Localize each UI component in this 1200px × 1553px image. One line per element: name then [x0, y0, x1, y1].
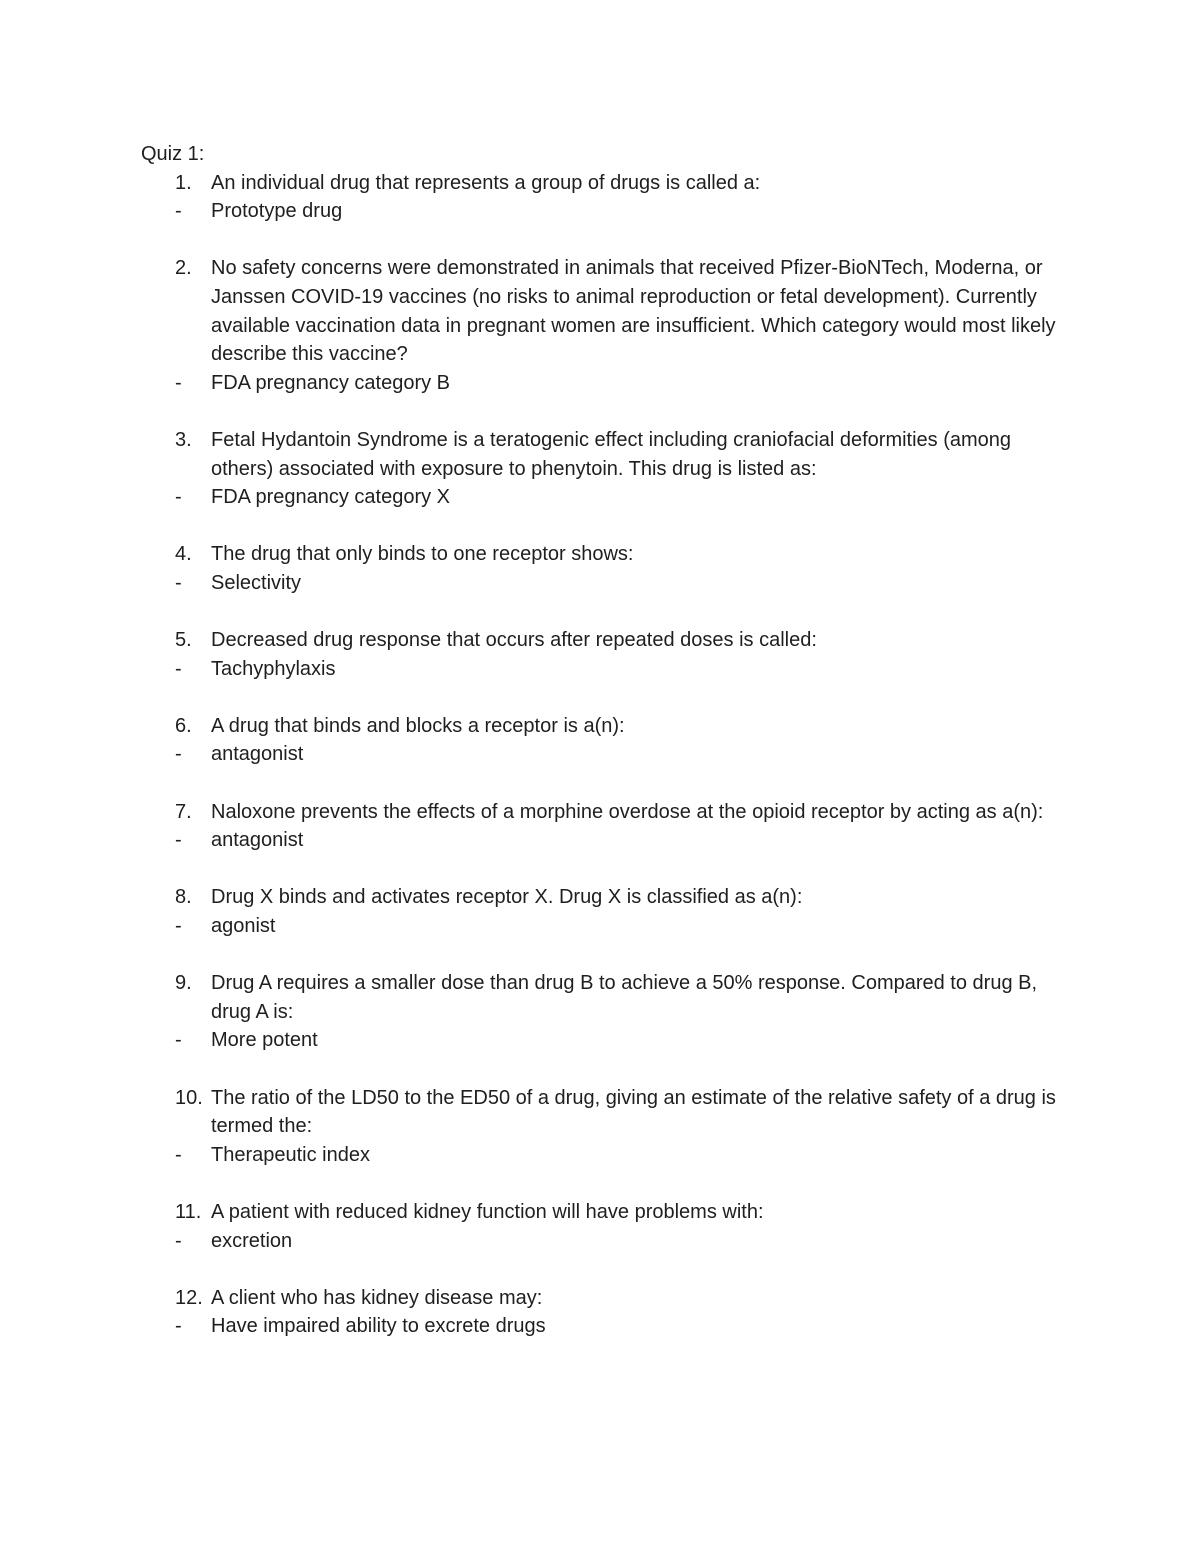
answer-text: Selectivity	[211, 571, 302, 594]
answer-text: Have impaired ability to excrete drugs	[211, 1315, 546, 1338]
quiz-title: Quiz 1:	[141, 143, 205, 165]
answer-row	[141, 483, 1071, 512]
question-item	[141, 254, 1071, 397]
question-text: Drug X binds and activates receptor X. Drug X is classified as a(n):	[211, 886, 803, 909]
question-number: 3.	[175, 428, 192, 451]
answer-text: FDA pregnancy category B	[211, 371, 451, 394]
answer-row	[141, 369, 1071, 398]
question-number: 2.	[175, 257, 192, 280]
question-number: 1.	[175, 171, 192, 194]
answer-row	[141, 197, 1071, 226]
question-row	[141, 1198, 1071, 1227]
question-item	[141, 540, 1071, 597]
answer-bullet: -	[175, 200, 182, 223]
question-text: Drug A requires a smaller dose than drug B to achieve a 50% response. Compared to drug B, drug A is:	[211, 972, 1038, 1023]
question-text: Decreased drug response that occurs after repeated doses is called:	[211, 629, 817, 652]
question-item	[141, 426, 1071, 512]
document-page	[141, 140, 1071, 1370]
answer-row	[141, 1312, 1071, 1341]
question-number: 8.	[175, 886, 192, 909]
question-number: 4.	[175, 543, 192, 566]
answer-bullet: -	[175, 829, 182, 852]
answer-row	[141, 655, 1071, 684]
question-row	[141, 254, 1071, 368]
question-row	[141, 1284, 1071, 1313]
question-row	[141, 969, 1071, 1026]
answer-bullet: -	[175, 1229, 182, 1252]
question-text: Fetal Hydantoin Syndrome is a teratogenic effect including craniofacial deformities (among others) associated with exposure to phenytoin. This drug is listed as:	[211, 428, 1012, 480]
answer-row	[141, 740, 1071, 769]
question-item	[141, 969, 1071, 1055]
question-text: No safety concerns were demonstrated in animals that received Pfizer-BioNTech, Moderna, or Janssen COVID-19 vaccines (no risks to animal reproduction or fetal development). Currently available vaccination data in pregnant women are insufficient. Which category would most likely describe this vaccine?	[211, 257, 1056, 366]
question-text: Naloxone prevents the effects of a morphine overdose at the opioid receptor by acting as a(n):	[211, 800, 1044, 823]
question-number: 9.	[175, 972, 192, 995]
question-row	[141, 798, 1071, 827]
question-row	[141, 883, 1071, 912]
answer-text: FDA pregnancy category X	[211, 486, 451, 509]
answer-text: antagonist	[211, 743, 304, 766]
answer-text: Therapeutic index	[211, 1143, 370, 1166]
answer-bullet: -	[175, 571, 182, 594]
question-number: 6.	[175, 714, 192, 737]
question-row	[141, 169, 1071, 198]
question-text: A drug that binds and blocks a receptor is a(n):	[211, 714, 625, 737]
answer-bullet: -	[175, 1143, 182, 1166]
question-text: A patient with reduced kidney function will have problems with:	[211, 1200, 764, 1223]
answer-bullet: -	[175, 371, 182, 394]
question-text: An individual drug that represents a group of drugs is called a:	[211, 171, 761, 194]
question-number: 7.	[175, 800, 192, 823]
question-item	[141, 1284, 1071, 1341]
question-number: 12.	[175, 1286, 203, 1309]
answer-text: agonist	[211, 915, 276, 938]
question-text: The ratio of the LD50 to the ED50 of a drug, giving an estimate of the relative safety of a drug is termed the:	[211, 1086, 1056, 1138]
question-item	[141, 1198, 1071, 1255]
answer-row	[141, 1141, 1071, 1170]
question-list	[141, 169, 1071, 1341]
answer-bullet: -	[175, 1315, 182, 1338]
question-item	[141, 883, 1071, 940]
answer-row	[141, 1227, 1071, 1256]
answer-text: Tachyphylaxis	[211, 657, 336, 680]
answer-text: antagonist	[211, 829, 304, 852]
question-item	[141, 1084, 1071, 1170]
answer-bullet: -	[175, 486, 182, 509]
answer-row	[141, 826, 1071, 855]
question-number: 10.	[175, 1086, 203, 1109]
answer-text: excretion	[211, 1229, 293, 1252]
question-text: A client who has kidney disease may:	[211, 1286, 543, 1309]
question-row	[141, 540, 1071, 569]
question-row	[141, 1084, 1071, 1141]
answer-bullet: -	[175, 915, 182, 938]
answer-row	[141, 569, 1071, 598]
answer-bullet: -	[175, 743, 182, 766]
answer-text: More potent	[211, 1029, 318, 1052]
question-item	[141, 626, 1071, 683]
question-row	[141, 712, 1071, 741]
question-text: The drug that only binds to one receptor shows:	[211, 543, 634, 566]
answer-row	[141, 1026, 1071, 1055]
question-item	[141, 712, 1071, 769]
question-number: 5.	[175, 629, 192, 652]
answer-row	[141, 912, 1071, 941]
question-number: 11.	[175, 1200, 202, 1223]
answer-bullet: -	[175, 657, 182, 680]
question-row	[141, 626, 1071, 655]
question-item	[141, 169, 1071, 226]
question-item	[141, 798, 1071, 855]
question-row	[141, 426, 1071, 483]
answer-bullet: -	[175, 1029, 182, 1052]
answer-text: Prototype drug	[211, 200, 343, 223]
